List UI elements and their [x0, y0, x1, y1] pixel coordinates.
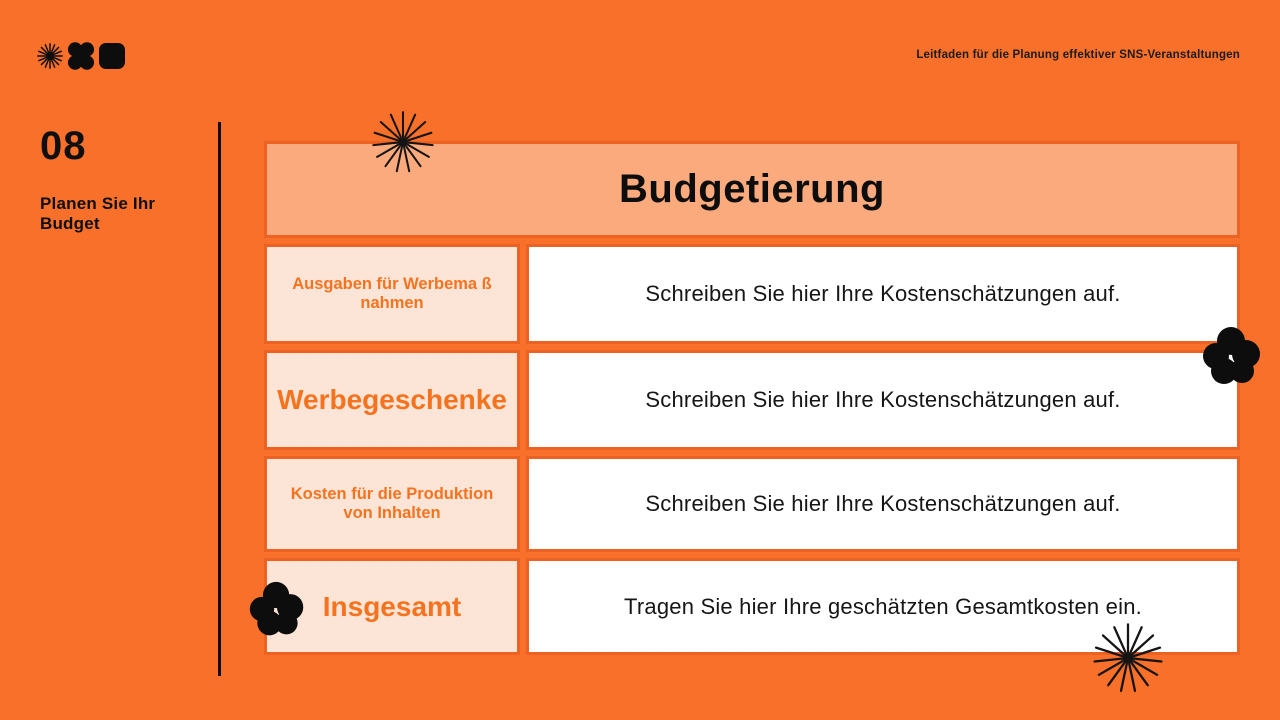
table-row-label: Ausgaben für Werbema ß nahmen	[264, 244, 520, 344]
table-row-value[interactable]: Schreiben Sie hier Ihre Kostenschätzungen auf.	[526, 350, 1240, 450]
logo	[36, 40, 125, 72]
table-title: Budgetierung	[264, 141, 1240, 238]
table-row-value[interactable]: Schreiben Sie hier Ihre Kostenschätzungen auf.	[526, 244, 1240, 344]
table-row-label: Werbegeschenke	[264, 350, 520, 450]
slide-tagline: Leitfaden für die Planung effektiver SNS-Veranstaltungen	[916, 49, 1240, 61]
rounded-square-icon	[99, 43, 125, 69]
chapter-number: 08	[40, 124, 87, 168]
starburst-icon	[36, 42, 64, 70]
clover-blob-icon	[66, 41, 96, 71]
table-row-value[interactable]: Schreiben Sie hier Ihre Kostenschätzungen auf.	[526, 456, 1240, 552]
table-row-value[interactable]: Tragen Sie hier Ihre geschätzten Gesamtkosten ein.	[526, 558, 1240, 655]
vertical-divider	[218, 122, 221, 676]
table-row-label: Insgesamt	[264, 558, 520, 655]
budget-table	[264, 141, 1240, 661]
table-row-label: Kosten für die Produktion von Inhalten	[264, 456, 520, 552]
chapter-title: Planen Sie Ihr Budget	[40, 194, 156, 233]
